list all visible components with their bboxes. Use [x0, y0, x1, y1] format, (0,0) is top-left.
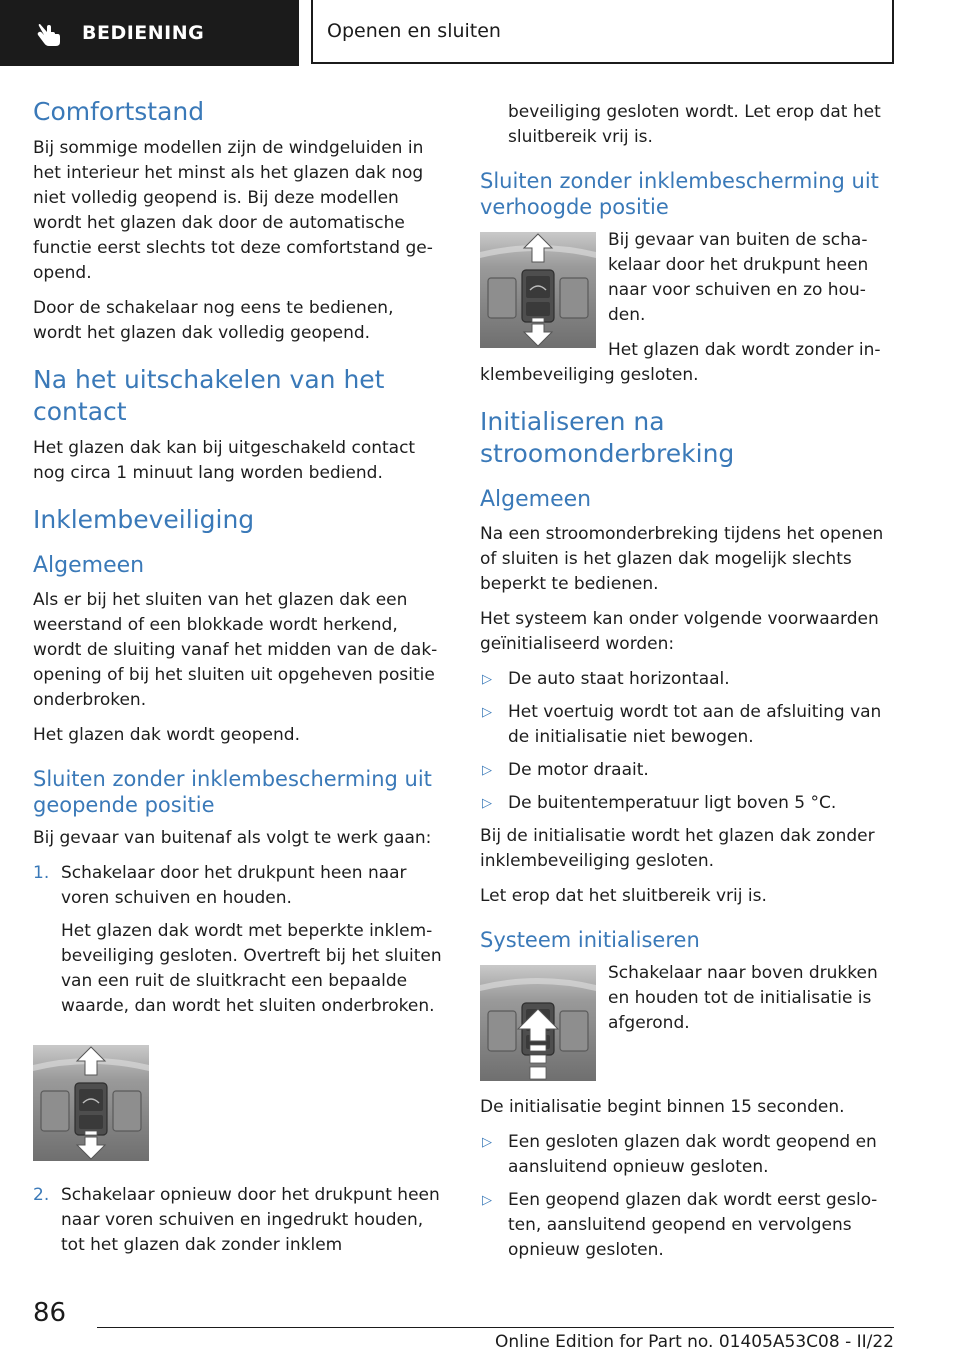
results-list — [480, 1130, 894, 1263]
paragraph: Bij de initialisatie wordt het glazen dak zonder inklembeveiliging gesloten. — [480, 826, 875, 871]
chapter-title: Openen en sluiten — [327, 20, 501, 42]
triangle-bullet-icon: ▷ — [482, 672, 492, 687]
edition-info: Online Edition for Part no. 01405A53C08 - II/22 — [494, 1332, 894, 1352]
paragraph: De initialisatie begint binnen 15 seconden. — [480, 1097, 845, 1117]
list-item — [480, 1188, 894, 1263]
section-tab — [0, 0, 299, 66]
page-number: 86 — [33, 1298, 67, 1328]
heading-comfortstand: Comfortstand — [33, 97, 205, 126]
list-item — [33, 861, 447, 1027]
heading-contact: Na het uitschakelen van het contact — [33, 365, 385, 426]
paragraph: Het glazen dak wordt geopend. — [33, 725, 300, 745]
list-item — [480, 791, 894, 816]
paragraph: Als er bij het sluiten van het glazen dak een weerstand of een blokkade wordt herkend, wordt de sluiting vanaf het midden van de dakopening of bij het sluiten uit opgeheven positie onderbroken. — [33, 590, 438, 710]
paragraph: Let erop dat het sluitbereik vrij is. — [480, 886, 767, 906]
list-item — [480, 700, 894, 750]
paragraph: Na een stroomonderbreking tijdens het openen of sluiten is het glazen dak mogelijk slechts beperkt te bedienen. — [480, 524, 884, 594]
list-item — [480, 667, 894, 692]
paragraph: Bij sommige modellen zijn de windgeluiden in het interieur het minst als het glazen dak nog niet volledig geopend is. Bij deze modellen wordt het glazen dak door de automatische functie eerst slechts tot deze comfortstand geopend. — [33, 138, 433, 283]
steps-list-continued — [33, 1183, 447, 1266]
chapter-tab — [311, 0, 894, 64]
heading-algemeen: Algemeen — [480, 487, 592, 512]
triangle-bullet-icon: ▷ — [482, 1193, 492, 1208]
pointing-hand-icon — [34, 18, 64, 48]
heading-systeem-initialiseren: Systeem initialiseren — [480, 928, 700, 952]
step-extra: Het glazen dak wordt met beperkte inklembeveiliging gesloten. Overtreft bij het sluiten van een ruit de sluitkracht een bepaalde waarde, dan wordt het sluiten onderbroken. — [61, 921, 442, 1016]
step-text: Schakelaar door het drukpunt heen naar voren schuiven en houden. — [61, 863, 407, 908]
paragraph: beveiliging gesloten wordt. Let erop dat het sluitbereik vrij is. — [508, 102, 881, 147]
switch-forward-image — [33, 1045, 149, 1161]
conditions-list — [480, 667, 894, 816]
steps-list — [33, 861, 447, 1027]
condition-text: De motor draait. — [508, 760, 649, 780]
left-column — [33, 96, 447, 1274]
condition-text: De auto staat horizontaal. — [508, 669, 730, 689]
list-item — [480, 1130, 894, 1180]
paragraph: Het glazen dak wordt zonder inklembeveiliging gesloten. — [480, 340, 881, 385]
right-column — [480, 100, 894, 1271]
paragraph: Door de schakelaar nog eens te bedienen, wordt het glazen dak volledig geopend. — [33, 298, 394, 343]
triangle-bullet-icon: ▷ — [482, 763, 492, 778]
heading-geopende-positie: Sluiten zonder inklembescherming uit geopende positie — [33, 767, 432, 817]
footer-divider — [97, 1327, 894, 1328]
paragraph: Bij gevaar van buitenaf als volgt te werk gaan: — [33, 828, 432, 848]
triangle-bullet-icon: ▷ — [482, 705, 492, 720]
paragraph: Schakelaar naar boven drukken en houden tot de initialisatie is afgerond. — [608, 963, 878, 1033]
paragraph: Bij gevaar van buiten de schakelaar door het drukpunt heen naar voor schuiven en zo houden. — [608, 230, 869, 325]
step-number: 2. — [33, 1185, 50, 1205]
list-item — [480, 758, 894, 783]
condition-text: Het voertuig wordt tot aan de afsluiting van de initialisatie niet bewogen. — [508, 702, 882, 747]
paragraph: Het systeem kan onder volgende voorwaarden geïnitialiseerd worden: — [480, 609, 879, 654]
step-number: 1. — [33, 863, 50, 883]
heading-initialiseren: Initialiseren na stroomonderbreking — [480, 407, 735, 468]
heading-inklembeveiliging: Inklembeveiliging — [33, 505, 255, 534]
heading-algemeen: Algemeen — [33, 553, 145, 578]
heading-verhoogde-positie: Sluiten zonder inklembescherming uit verhoogde positie — [480, 169, 879, 219]
triangle-bullet-icon: ▷ — [482, 1135, 492, 1150]
step-text: Schakelaar opnieuw door het drukpunt heen naar voren schuiven en ingedrukt houden, tot het glazen dak zonder inklem — [61, 1185, 440, 1255]
paragraph: Het glazen dak kan bij uitgeschakeld contact nog circa 1 minuut lang worden bediend. — [33, 438, 416, 483]
result-text: Een geopend glazen dak wordt eerst gesloten, aansluitend geopend en vervolgens opnieuw gesloten. — [508, 1190, 878, 1260]
switch-up-image — [480, 965, 596, 1081]
switch-forward-image — [480, 232, 596, 348]
list-item — [33, 1183, 447, 1266]
section-title: BEDIENING — [82, 22, 205, 44]
condition-text: De buitentemperatuur ligt boven 5 °C. — [508, 793, 837, 813]
result-text: Een gesloten glazen dak wordt geopend en aansluitend opnieuw gesloten. — [508, 1132, 877, 1177]
triangle-bullet-icon: ▷ — [482, 796, 492, 811]
page-header — [0, 0, 960, 66]
